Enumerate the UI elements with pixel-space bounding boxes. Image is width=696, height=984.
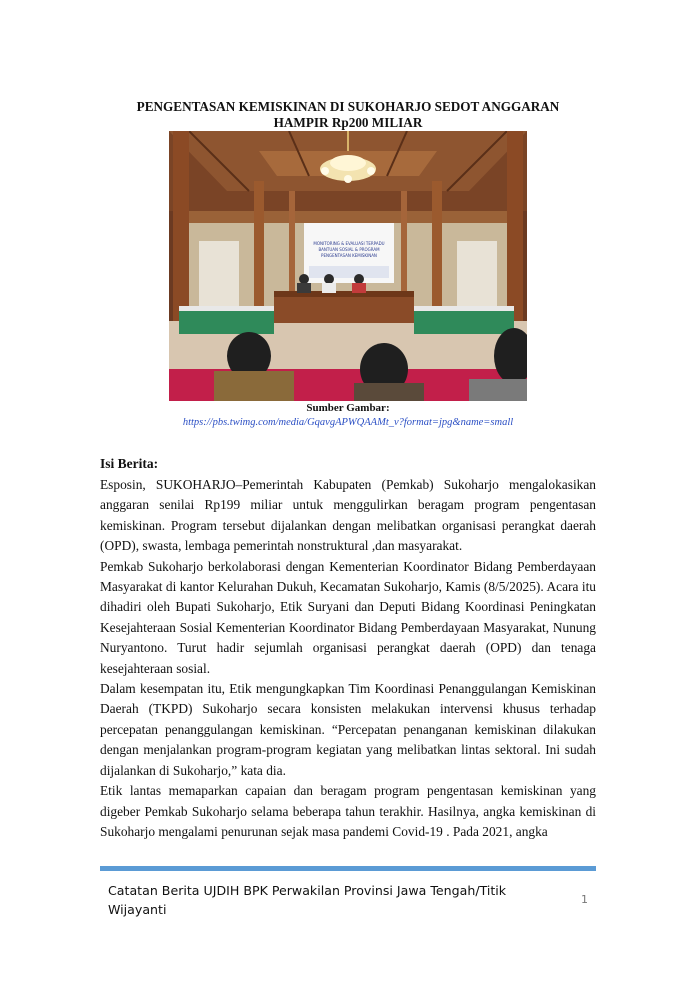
content-heading: Isi Berita: — [100, 456, 159, 471]
footer-note: Catatan Berita UJDIH BPK Perwakilan Provinsi Jawa Tengah/Titik Wijayanti — [108, 883, 507, 917]
news-photo — [169, 131, 527, 401]
article-title-line-2: HAMPIR Rp200 MILIAR — [273, 115, 423, 130]
image-source-link[interactable]: https://pbs.twimg.com/media/GqavgAPWQAAMt_v?format=jpg&name=small — [182, 417, 514, 428]
article-title-line-1: PENGENTASAN KEMISKINAN DI SUKOHARJO SEDOT ANGGARAN — [136, 99, 560, 114]
banner-line-2: BANTUAN SOSIAL & PROGRAM — [318, 247, 380, 252]
paragraph: Esposin, SUKOHARJO–Pemerintah Kabupaten (Pemkab) Sukoharjo mengalokasikan anggaran senilai Rp199 miliar untuk menggulirkan beragam program pengentasan kemiskinan. Program tersebut dijalankan dengan melibatkan organisasi perangkat daerah (OPD), swasta, lembaga pemerintah nonstruktural ,dan masyarakat. — [100, 477, 596, 554]
footer-divider — [100, 866, 596, 871]
banner-line-1: MONITORING & EVALUASI TERPADU — [313, 241, 385, 246]
page-number: 1 — [581, 893, 588, 906]
paragraph: Dalam kesempatan itu, Etik mengungkapkan Tim Koordinasi Penanggulangan Kemiskinan Daerah (TKPD) Sukoharjo secara konsisten melakukan intervensi khusus terhadap percepatan penanggulangan kemiskinan. “Percepatan penanganan kemiskinan dilakukan dengan menjalankan program-program kegiatan yang melibatkan lintas sektoral. Ini sudah dijalankan di Sukoharjo,” kata dia. — [100, 681, 596, 778]
banner-line-3: PENGENTASAN KEMISKINAN — [321, 253, 377, 258]
image-caption-label: Sumber Gambar: — [306, 402, 390, 414]
article-title — [100, 99, 596, 131]
paragraph: Etik lantas memaparkan capaian dan beragam program pengentasan kemiskinan yang digeber Pemkab Sukoharjo selama beberapa tahun terakhir. Hasilnya, angka kemiskinan di Sukoharjo mengalami penurunan sejak masa pandemi Covid-19 . Pada 2021, angka — [100, 783, 596, 839]
event-banner — [304, 223, 394, 283]
article-body — [100, 475, 596, 842]
paragraph: Pemkab Sukoharjo berkolaborasi dengan Kementerian Koordinator Bidang Pemberdayaan Masyarakat di kantor Kelurahan Dukuh, Kecamatan Sukoharjo, Kamis (8/5/2025). Acara itu dihadiri oleh Bupati Sukoharjo, Etik Suryani dan Deputi Bidang Koordinasi Peningkatan Kesejahteraan Sosial Kementerian Koordinator Bidang Pemberdayaan Masyarakat, Nunung Nuryantono. Turut hadir sejumlah organisasi perangkat daerah (OPD) dan tenaga kesejahteraan sosial. — [100, 558, 596, 676]
